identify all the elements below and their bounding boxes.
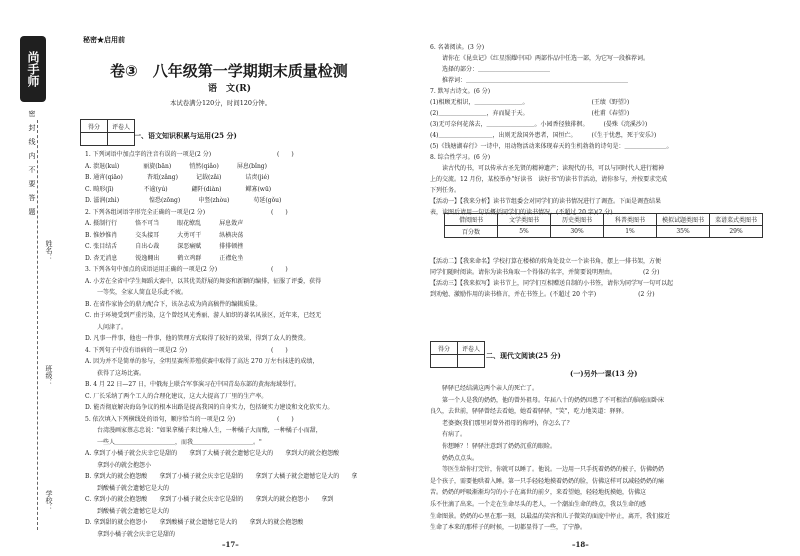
text-line: 生命了本来的那样子的时候，一切都显得了一些，了宁静。 bbox=[430, 524, 587, 532]
text-line: 请你在《昆虫记》《红星照耀中国》两部作品中任选一部，为它写一段推荐词。 bbox=[430, 55, 650, 62]
survey-header-cell: 科普类图书 bbox=[604, 214, 657, 226]
brand-logo: 尚手师 bbox=[20, 36, 46, 102]
class-label: 班级： bbox=[45, 365, 53, 386]
text-line: A. 拿到了小橘子就会庆幸它是甜的 拿到了大橘子就会遗憾它是大的 拿到大的就会抱怨酸 bbox=[85, 450, 340, 457]
survey-value-cell: 29% bbox=[710, 226, 763, 238]
section1-title: 一、语文知识积累与运用(25 分) bbox=[134, 131, 237, 140]
survey-value-cell: 5% bbox=[498, 226, 551, 238]
text-line: 同学们随时阅读。请你为读书角取一个得体的名字，并简要说明理由。 (2 分) bbox=[430, 269, 660, 276]
text-line: 拿到小的就会抱怨小 bbox=[85, 461, 152, 469]
score-cell[interactable] bbox=[81, 133, 108, 146]
text-line: B. 通宵(qiāo) 杳坻(zǎng) 记载(zǎi) 诘责(jié) bbox=[85, 174, 270, 181]
survey-header-cell: 历史类图书 bbox=[551, 214, 604, 226]
text-line: 【活动二】【我来命名】学校打算在楼梯的转角处设立一个读书角，摆上一排书架，方便 bbox=[430, 258, 662, 265]
subtitle: 语 文(R) bbox=[208, 84, 251, 94]
text-line: 5. 依次填入下列横线处的语句，顺序恰当的一项是(2 分) ( ) bbox=[85, 415, 294, 423]
text-line: A. 摄制行行 恪不可当 眼花缭乱 屏息敛声 bbox=[85, 220, 244, 227]
page-title: 卷③ 八年级第一学期期末质量检测 bbox=[110, 62, 348, 80]
text-line: D. 滋润(zhì) 惶恐(zōng) 申竖(zhòu) 苟延(gǒu) bbox=[85, 197, 282, 204]
grader-label: 评卷人 bbox=[458, 342, 485, 355]
text-line: B. 在省作家协会的鼎力配合下，该杂志成为尚高稿件的编辑质量。 bbox=[85, 300, 262, 308]
text-line: 2. 下列各组词语字形完全正确的一项是(2 分) ( ) bbox=[85, 208, 288, 216]
score-label: 得分 bbox=[431, 342, 458, 355]
score-cell[interactable] bbox=[431, 355, 458, 368]
text-line: (4)＿＿＿＿＿＿＿＿＿，出则无敌国外患者，国恒亡。 (《生于忧患，死于安乐》) bbox=[430, 132, 657, 139]
reading-title: (一)另外一课(13 分) bbox=[570, 369, 638, 378]
text-line: 生命图景。奶奶的心里在那一刻，以最温的笑容和儿子微笑的面庞中停止，离开，我们接近 bbox=[430, 512, 671, 520]
text-line: 3. 下列各句中加点的成语运用正确的一项是(2 分) ( ) bbox=[85, 266, 288, 273]
text-line: C. 拿到小的就会抱怨酸 拿到了小橘子就会庆幸它是甜的 拿到大的就会抱怨小 拿到 bbox=[85, 496, 334, 503]
text-line: C. 厂长采纳了两个工人的合理化建议，这大大提高了厂里的生产率。 bbox=[85, 392, 268, 400]
text-line: 台湾漫画家蔡志忠说："如果拿橘子来比喻人生，一种橘子大而酸，一种橘子小而甜， bbox=[85, 427, 322, 434]
text-line: 等医生给你打完针，你就可以睡了。他说。一边用一只手抚着奶奶的被子，仿佛奶奶 bbox=[430, 466, 665, 474]
text-line: 到劝勉、激励作用的读书格言，并在书签上。(不超过 20 个字) (2 分) bbox=[430, 291, 655, 298]
score-box bbox=[80, 119, 135, 146]
score-label: 得分 bbox=[81, 120, 108, 133]
text-line: 上的交流。12 月份，某校举办"好读书 读好书"的读书节活动，请你参与，并按要求完成 bbox=[430, 176, 668, 183]
text-line: B. 4 月 22 日—27 日，中俄海上联合军事演习在中国青岛东部的黄海海域举行。 bbox=[85, 381, 300, 388]
text-line: D. 杏无消息 锐逸翱出 鹤立鸡群 正襟危坐 bbox=[85, 254, 244, 262]
survey-header-cell: 模拟试题类图书 bbox=[657, 214, 710, 226]
text-line: B. 拿到大的就会抱怨酸 拿到了小橘子就会庆幸它是甜的 拿到了大橘子就会遗憾它是大的 拿 bbox=[85, 473, 358, 480]
text-line: 到酸橘子就会遗憾它是大的 bbox=[85, 507, 170, 515]
grader-cell[interactable] bbox=[108, 133, 135, 146]
page-number: –18– bbox=[572, 540, 589, 549]
text-line: A. 小芳在全省中学生舞蹈大赛中，以其优美舒展的舞姿和新颖的编排，征服了评委，获得 bbox=[85, 277, 322, 285]
text-line: 人问津了。 bbox=[85, 323, 128, 331]
text-line: 8. 综合性学习。(6 分) bbox=[430, 154, 491, 161]
text-line: 驿驿已经结满这两个亲人的死亡了。 bbox=[430, 385, 539, 392]
grader-cell[interactable] bbox=[458, 355, 485, 368]
text-line: 读古代的书，可以传承古圣先贤的精神遗产；读现代的书，可以与同时代人进行精神 bbox=[430, 165, 665, 172]
section2-title: 二、现代文阅读(25 分) bbox=[486, 351, 561, 360]
text-line: 6. 名著阅读。(3 分) bbox=[430, 44, 485, 51]
survey-header-cell: 菜谱菜式类图书 bbox=[710, 214, 763, 226]
text-line: 推荐词：＿＿＿＿＿＿＿＿＿＿＿＿＿＿＿＿＿＿＿＿＿＿＿＿＿＿＿ bbox=[430, 77, 629, 84]
text-line: 【活动一】【我来分析】读书节组委会对同学们的读书情况进行了调查。下面是调查结果 bbox=[430, 198, 662, 205]
survey-header-cell: 借阅图书 bbox=[445, 214, 498, 226]
text-line: (5)《钱塘湖春行》一诗中，用动物活动来体现春天的生机勃勃的诗句是：＿＿＿＿＿＿＿。 bbox=[430, 143, 673, 150]
text-line: 拿到小橘子就会庆幸它是甜的 bbox=[85, 530, 176, 538]
text-line: (3)无可奈何花落去，＿＿＿＿＿＿＿＿。小园香径独徘徊。 (晏殊《浣溪沙》) bbox=[430, 121, 648, 128]
text-line: 第一个人是我的奶奶，他的曾外祖母。年届八十的奶奶因患了不可根治的脑癌而卧床 bbox=[430, 396, 665, 404]
text-line: 下列任务。 bbox=[430, 187, 461, 194]
text-line: D. 拿到甜的就会抱怨小 拿到酸橘子就会遗憾它是大的 拿到大的就会抱怨酸 bbox=[85, 519, 304, 526]
survey-table bbox=[444, 213, 763, 238]
text-line: 表，读图后请用一句话概括同学们的读书情况。(不超过 20 字)(2 分) bbox=[430, 209, 613, 216]
text-line: 4. 下列句子中没有语病的一项是(2 分) ( ) bbox=[85, 346, 288, 354]
text-line: 一等奖，全家人简直是乐此不疲。 bbox=[85, 289, 188, 296]
text-line: D. 能否彻底解决海岛争议的根本出路是提高我国的自身实力，包括硬实力建设和文化软实力。 bbox=[85, 404, 334, 411]
text-line: 良久，去世前，驿驿曾经去看她，她看着驿驿，"笑"，吃力地笑道：驿驿。 bbox=[430, 408, 628, 416]
survey-value-cell: 30% bbox=[551, 226, 604, 238]
secret-label: 秘密★启用前 bbox=[83, 35, 125, 44]
binding-spine bbox=[0, 0, 88, 556]
text-line: D. 凡事一件事，他也一件事，他的管理方式取得了较好的效果，得到了众人的赞赏。 bbox=[85, 335, 310, 342]
text-line: B. 惟妙惟肖 交头接耳 大勇可干 纵横决荡 bbox=[85, 231, 244, 239]
grader-label: 评卷人 bbox=[108, 120, 135, 133]
text-line: 7. 默写古诗文。(6 分) bbox=[430, 88, 491, 95]
text-line: 老婆婆(我们那里对曾外祖母的称呼)，你怎么了？ bbox=[430, 419, 573, 427]
text-line: 有病了。 bbox=[430, 431, 467, 439]
right-page bbox=[400, 0, 800, 556]
text-line: 苦。奶奶的呼吸渐渐均匀的小子在离世的前夕，来看望她，轻轻地抚摸她，仿佛这 bbox=[430, 489, 647, 497]
survey-value-row bbox=[445, 226, 763, 238]
text-line: C. 由于环境受到严重污染，这个曾经风光秀丽、游人如织的著名风景区，近年来，已经无 bbox=[85, 312, 322, 319]
text-line: C. 张目结舌 自出心裁 深恶痛赋 排排顿挫 bbox=[85, 243, 244, 250]
survey-row-label: 百分数 bbox=[445, 226, 498, 238]
text-line: 一些人＿＿＿＿＿＿＿＿＿＿，而我＿＿＿＿＿＿＿＿＿＿。" bbox=[85, 438, 262, 446]
text-line: A. 溃退(kuì) 丽旋(bān) 悄然(qiǎo) 屏息(bǐng) bbox=[85, 162, 267, 170]
text-line: (2)＿＿＿＿＿＿＿＿，弃而疑于天。 (杜甫《春望》) bbox=[430, 110, 630, 117]
text-line: 获得了这场比赛。 bbox=[85, 369, 146, 377]
score-box bbox=[430, 341, 485, 368]
text-line: 奶奶点点头。 bbox=[430, 454, 479, 462]
text-line: 【活动三】【我来拟写】读书节上，同学们互相赠送自制的小书签，请你为同学写一句可以起 bbox=[430, 280, 674, 287]
survey-value-cell: 35% bbox=[657, 226, 710, 238]
seal-instruction: 密 封 线 内 不 要 答 题 bbox=[28, 110, 36, 215]
name-label: 姓名： bbox=[45, 240, 53, 261]
text-line: 你想睡？！驿驿注意到了奶奶沉重的眼睑。 bbox=[430, 443, 557, 450]
survey-header-row bbox=[445, 214, 763, 226]
text-line: 乐不住滴了出来。一个走在生命尽头的老人，一个潮汕生命的终点，我以生命的感 bbox=[430, 501, 647, 508]
text-line: 选择的部分：＿＿＿＿＿＿＿＿＿＿＿＿ bbox=[430, 66, 551, 73]
survey-value-cell: 1% bbox=[604, 226, 657, 238]
school-label: 学校： bbox=[45, 490, 53, 511]
exam-note: 本试卷满分120分，时间120分钟。 bbox=[170, 99, 272, 107]
survey-header-cell: 文学类图书 bbox=[498, 214, 551, 226]
text-line: (1)相顾无相识，＿＿＿＿＿＿＿＿。 (王绩《野望》) bbox=[430, 99, 630, 106]
text-line: 到酸橘子就会遗憾它是大的 bbox=[85, 484, 170, 492]
text-line: 1. 下列词语中加点字的注音有误的一项是(2 分) ( ) bbox=[85, 151, 294, 158]
text-line: A. 因为并不是简单的参与，全明星赛所养殖获赛中取得了高达 270 万左右抹进的成绩， bbox=[85, 358, 319, 365]
page-number: –17– bbox=[222, 540, 239, 549]
text-line: C. 畸形(jī) 不逾(yú) 翩阡(diàn) 鳏寡(wū) bbox=[85, 185, 272, 193]
seal-line bbox=[37, 120, 38, 530]
text-line: 是个孩子，需要他哄着入睡。第一只手轻轻地摸着奶奶的脸，仿佛这样可以减轻奶奶的痛 bbox=[430, 477, 665, 485]
